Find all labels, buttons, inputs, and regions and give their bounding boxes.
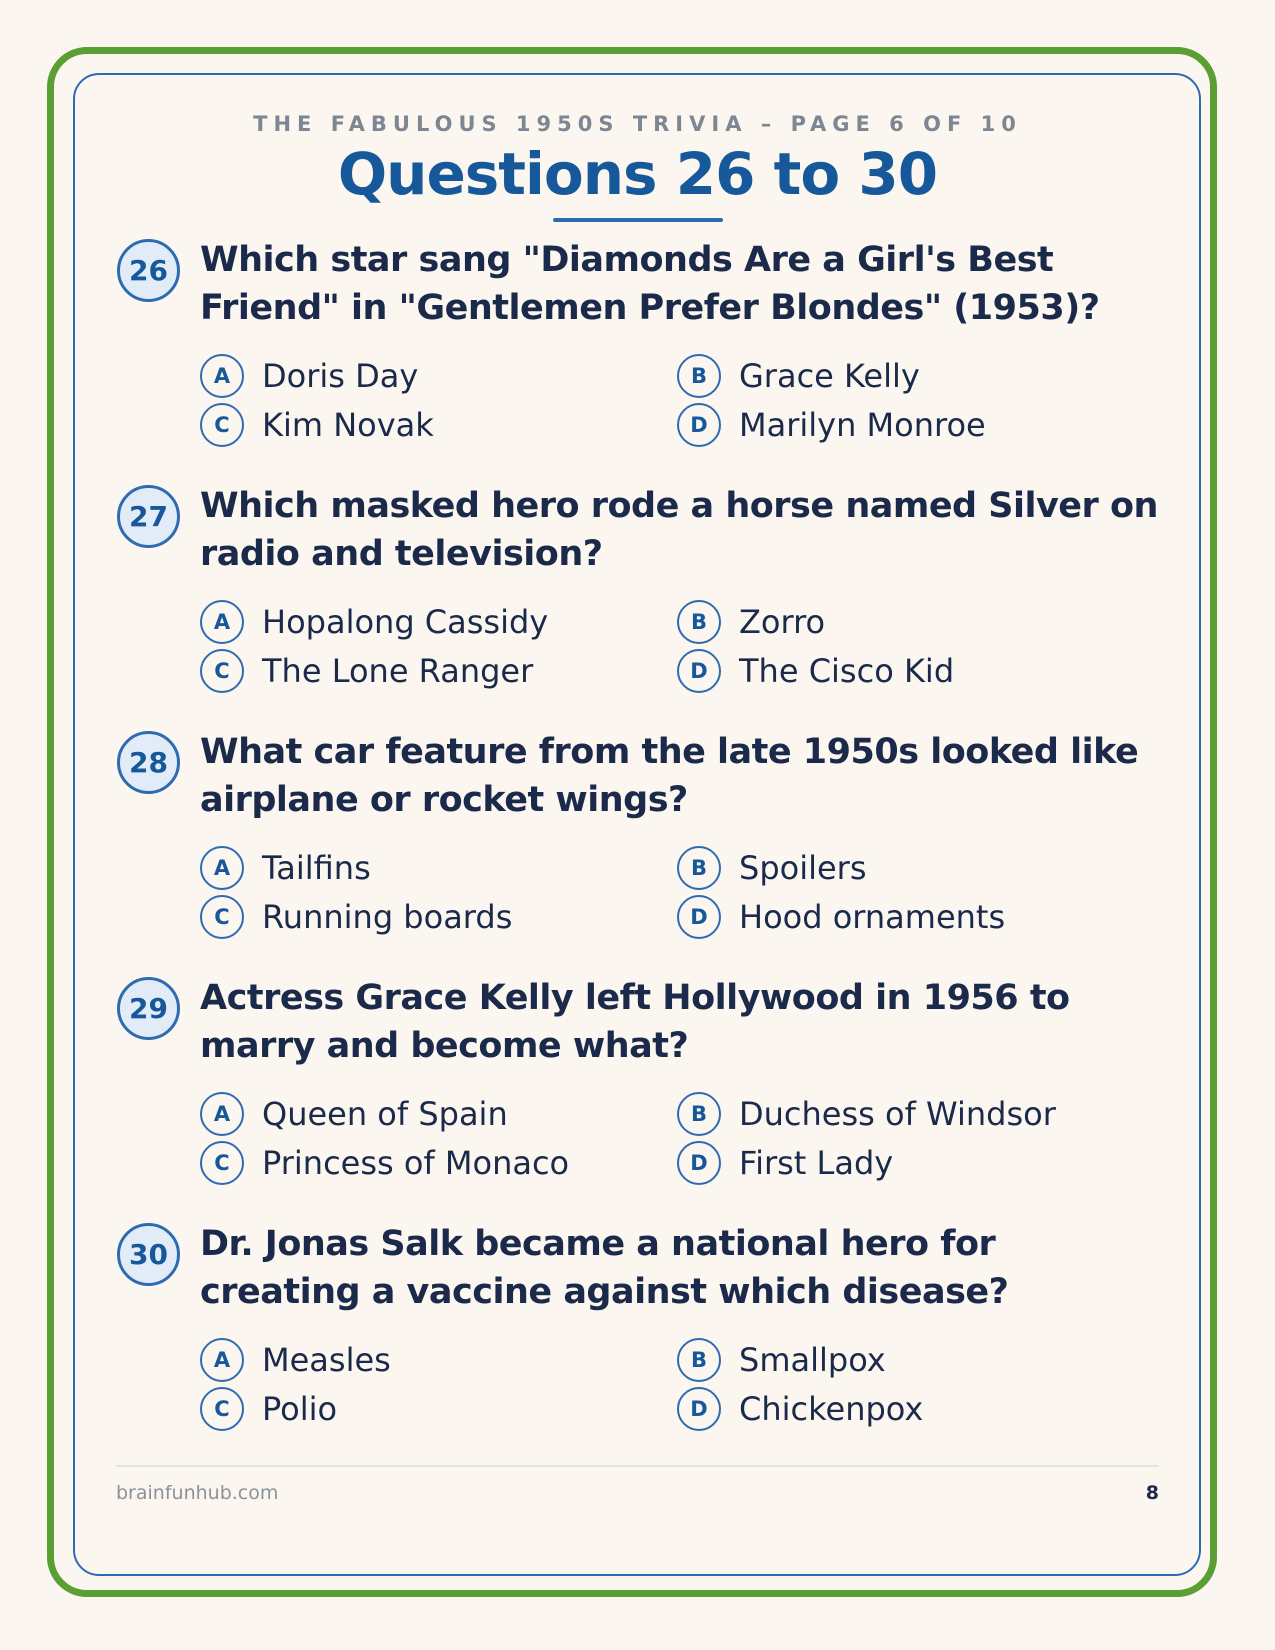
- option-letter-badge: A: [200, 354, 244, 398]
- question-text: Which star sang "Diamonds Are a Girl's Best Friend" in "Gentlemen Prefer Blondes" (1953)?: [200, 240, 1100, 328]
- question-text: Actress Grace Kelly left Hollywood in 1956 to marry and become what?: [200, 978, 1070, 1066]
- question-number-badge: 29: [117, 977, 180, 1040]
- option-text: Doris Day: [262, 357, 419, 395]
- option-letter-badge: D: [677, 1141, 721, 1185]
- question-number-badge: 30: [117, 1223, 180, 1286]
- question-number-badge: 28: [117, 731, 180, 794]
- option-letter-badge: B: [677, 354, 721, 398]
- footer-site-link[interactable]: brainfunhub.com: [116, 1482, 279, 1504]
- option-text: Marilyn Monroe: [739, 406, 986, 444]
- option-text: Grace Kelly: [739, 357, 920, 395]
- question-text: What car feature from the late 1950s looked like airplane or rocket wings?: [200, 732, 1139, 820]
- option-letter-badge: C: [200, 403, 244, 447]
- option-text: Duchess of Windsor: [739, 1095, 1056, 1133]
- page-title: Questions 26 to 30: [337, 140, 938, 208]
- option-text: Hopalong Cassidy: [262, 603, 549, 641]
- question-number-badge: 26: [117, 239, 180, 302]
- option-letter-badge: B: [677, 600, 721, 644]
- page-subtitle: THE FABULOUS 1950S TRIVIA – PAGE 6 OF 10: [253, 112, 1022, 136]
- option-text: Spoilers: [739, 849, 867, 887]
- question-number-badge: 27: [117, 485, 180, 548]
- option-text: Queen of Spain: [262, 1095, 508, 1133]
- option-letter-badge: A: [200, 846, 244, 890]
- question-text: Dr. Jonas Salk became a national hero for creating a vaccine against which disease?: [200, 1224, 1009, 1312]
- option-text: Kim Novak: [262, 406, 434, 444]
- option-text: Princess of Monaco: [262, 1144, 570, 1182]
- page-number: 8: [1145, 1482, 1159, 1504]
- option-text: The Lone Ranger: [262, 652, 534, 690]
- option-text: Measles: [262, 1341, 391, 1379]
- option-letter-badge: D: [677, 1387, 721, 1431]
- option-letter-badge: C: [200, 649, 244, 693]
- option-text: Tailfins: [262, 849, 371, 887]
- option-letter-badge: A: [200, 1092, 244, 1136]
- option-letter-badge: B: [677, 1338, 721, 1382]
- option-letter-badge: D: [677, 649, 721, 693]
- title-underline: [553, 218, 723, 222]
- footer-divider: [116, 1465, 1159, 1467]
- option-text: Running boards: [262, 898, 513, 936]
- option-letter-badge: A: [200, 600, 244, 644]
- option-text: Zorro: [739, 603, 826, 641]
- option-text: First Lady: [739, 1144, 894, 1182]
- option-letter-badge: C: [200, 895, 244, 939]
- option-letter-badge: C: [200, 1387, 244, 1431]
- option-letter-badge: A: [200, 1338, 244, 1382]
- option-letter-badge: B: [677, 846, 721, 890]
- option-letter-badge: C: [200, 1141, 244, 1185]
- option-letter-badge: D: [677, 403, 721, 447]
- option-text: Polio: [262, 1390, 338, 1428]
- option-letter-badge: D: [677, 895, 721, 939]
- option-text: The Cisco Kid: [739, 652, 955, 690]
- option-letter-badge: B: [677, 1092, 721, 1136]
- option-text: Smallpox: [739, 1341, 886, 1379]
- option-text: Hood ornaments: [739, 898, 1006, 936]
- question-text: Which masked hero rode a horse named Silver on radio and television?: [200, 486, 1158, 574]
- option-text: Chickenpox: [739, 1390, 924, 1428]
